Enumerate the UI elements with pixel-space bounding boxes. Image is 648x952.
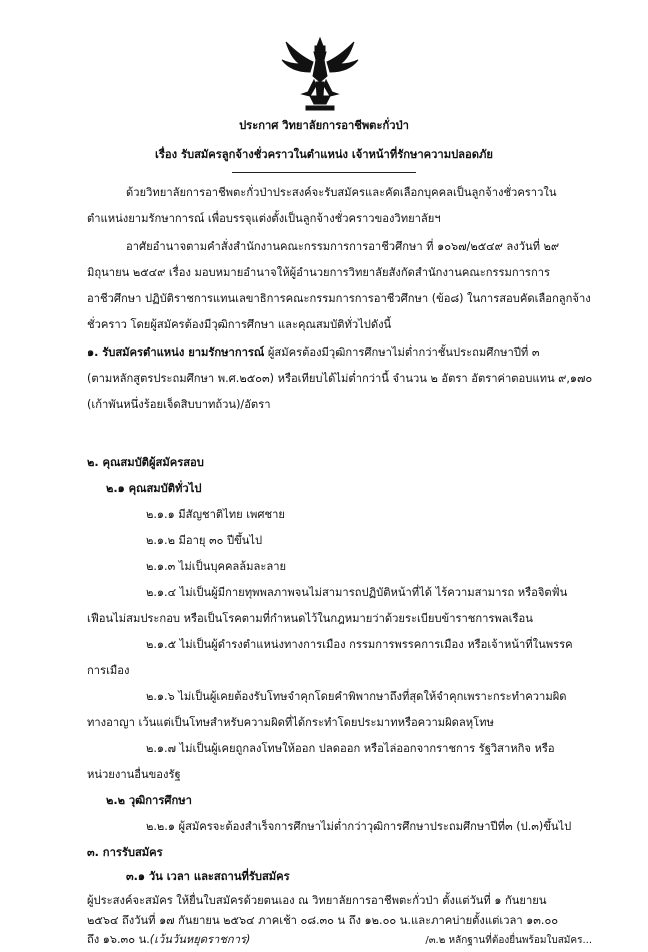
section-2-heading: ๒. คุณสมบัติผู้สมัครสอบ [87,456,204,469]
section-3-1-time: ถึง ๑๖.๓๐ น. [87,933,150,946]
item-2-1-5-line-2: การเมือง [87,664,130,677]
intro-paragraph-2-line-3: อาชีวศึกษา ปฏิบัติราชการแทนเลขาธิการคณะกรรมการการอาชีวศึกษา (ข้อ๘) ในการสอบคัดเลือกลูกจ้าง [87,292,591,305]
section-1-requirement: ผู้สมัครต้องมีวุฒิการศึกษาไม่ต่ำกว่าชั้นประถมศึกษาปีที่ ๓ [264,346,540,359]
section-1-line-3: (เก้าพันหนึ่งร้อยเจ็ดสิบบาทถ้วน)/อัตรา [87,398,271,411]
section-3-1-line-2: ๒๕๖๔ ถึงวันที่ ๑๗ กันยายน ๒๕๖๔ ภาคเช้า ๐๘.๓๐ น ถึง ๑๒.๐๐ น.และภาคบ่ายตั้งแต่เวลา ๑๓.๐๐ [87,914,559,927]
section-3-1-line-3 [87,933,250,947]
item-2-1-1: ๒.๑.๑ มีสัญชาติไทย เพศชาย [146,508,285,521]
item-2-1-4-line-1: ๒.๑.๔ ไม่เป็นผู้มีกายทุพพลภาพจนไม่สามารถปฏิบัติหน้าที่ได้ ไร้ความสามารถ หรือจิตฟั่น [146,586,568,599]
intro-paragraph-2-line-4: ชั่วคราว โดยผู้สมัครต้องมีวุฒิการศึกษา และคุณสมบัติทั่วไปดังนี้ [87,318,392,331]
item-2-1-6-line-2: ทางอาญา เว้นแต่เป็นโทษสำหรับความผิดที่ได้กระทำโดยประมาทหรือความผิดลหุโทษ [87,716,494,729]
item-2-1-7-line-2: หน่วยงานอื่นของรัฐ [87,768,181,781]
intro-paragraph-1-line-1: ด้วยวิทยาลัยการอาชีพตะกั่วป่าประสงค์จะรับสมัครและคัดเลือกบุคคลเป็นลูกจ้างชั่วคราวใน [126,186,557,199]
intro-paragraph-2-line-2: มิถุนายน ๒๕๔๙ เรื่อง มอบหมายอำนาจให้ผู้อำนวยการวิทยาลัยสังกัดสำนักงานคณะกรรมการการ [87,266,551,279]
announcement-title: ประกาศ วิทยาลัยการอาชีพตะกั่วป่า [239,119,409,132]
section-3-1-line-1: ผู้ประสงค์จะสมัคร ให้ยื่นใบสมัครด้วยตนเอง ณ วิทยาลัยการอาชีพตะกั่วป่า ตั้งแต่วันที่ ๑ กันยายน [87,894,547,907]
item-2-1-3: ๒.๑.๓ ไม่เป็นบุคคลล้มละลาย [146,560,287,573]
item-2-1-2: ๒.๑.๒ มีอายุ ๓๐ ปีขึ้นไป [146,534,263,547]
section-2-2-heading: ๒.๒ วุฒิการศึกษา [106,794,192,807]
section-3-1-holiday-note: (เว้นวันหยุดราชการ) [149,933,251,946]
section-3-1-heading: ๓.๑ วัน เวลา และสถานที่รับสมัคร [126,870,290,883]
announcement-subject: เรื่อง รับสมัครลูกจ้างชั่วคราวในตำแหน่ง เจ้าหน้าที่รักษาความปลอดภัย [155,148,493,161]
garuda-emblem-icon [280,36,360,112]
item-2-1-4-line-2: เฟือนไม่สมประกอบ หรือเป็นโรคตามที่กำหนดไว้ในกฎหมายว่าด้วยระเบียบข้าราชการพลเรือน [87,612,533,625]
item-2-1-7-line-1: ๒.๑.๗ ไม่เป็นผู้เคยถูกลงโทษให้ออก ปลดออก หรือไล่ออกจากราชการ รัฐวิสาหกิจ หรือ [146,742,555,755]
item-2-1-6-line-1: ๒.๑.๖ ไม่เป็นผู้เคยต้องรับโทษจำคุกโดยคำพิพากษาถึงที่สุดให้จำคุกเพราะกระทำความผิด [146,690,567,703]
section-3-heading: ๓. การรับสมัคร [87,846,163,859]
section-1-line-1 [87,346,540,360]
continuation-note: /๓.๒ หลักฐานที่ต้องยื่นพร้อมใบสมัคร... [425,935,592,946]
section-2-1-heading: ๒.๑ คุณสมบัติทั่วไป [106,482,202,495]
section-1-heading: ๑. รับสมัครตำแหน่ง ยามรักษาการณ์ [87,346,265,359]
item-2-2-1: ๒.๒.๑ ผู้สมัครจะต้องสำเร็จการศึกษาไม่ต่ำกว่าวุฒิการศึกษาประถมศึกษาปีที่๓ (ป.๓)ขึ้นไป [146,820,572,833]
intro-paragraph-1-line-2: ตำแหน่งยามรักษาการณ์ เพื่อบรรจุแต่งตั้งเป็นลูกจ้างชั่วคราวของวิทยาลัยฯ [87,212,441,225]
item-2-1-5-line-1: ๒.๑.๕ ไม่เป็นผู้ดำรงตำแหน่งทางการเมือง กรรมการพรรคการเมือง หรือเจ้าหน้าที่ในพรรค [146,638,573,651]
intro-paragraph-2-line-1: อาศัยอำนาจตามคำสั่งสำนักงานคณะกรรมการการอาชีวศึกษา ที่ ๑๐๖๗/๒๕๔๙ ลงวันที่ ๒๙ [126,240,560,253]
section-1-line-2: (ตามหลักสูตรประถมศึกษา พ.ศ.๒๕๐๓) หรือเทียบได้ไม่ต่ำกว่านี้ จำนวน ๒ อัตรา อัตราค่าตอบแทน ๙,๑๗๐ [87,372,593,385]
title-divider [232,172,416,173]
